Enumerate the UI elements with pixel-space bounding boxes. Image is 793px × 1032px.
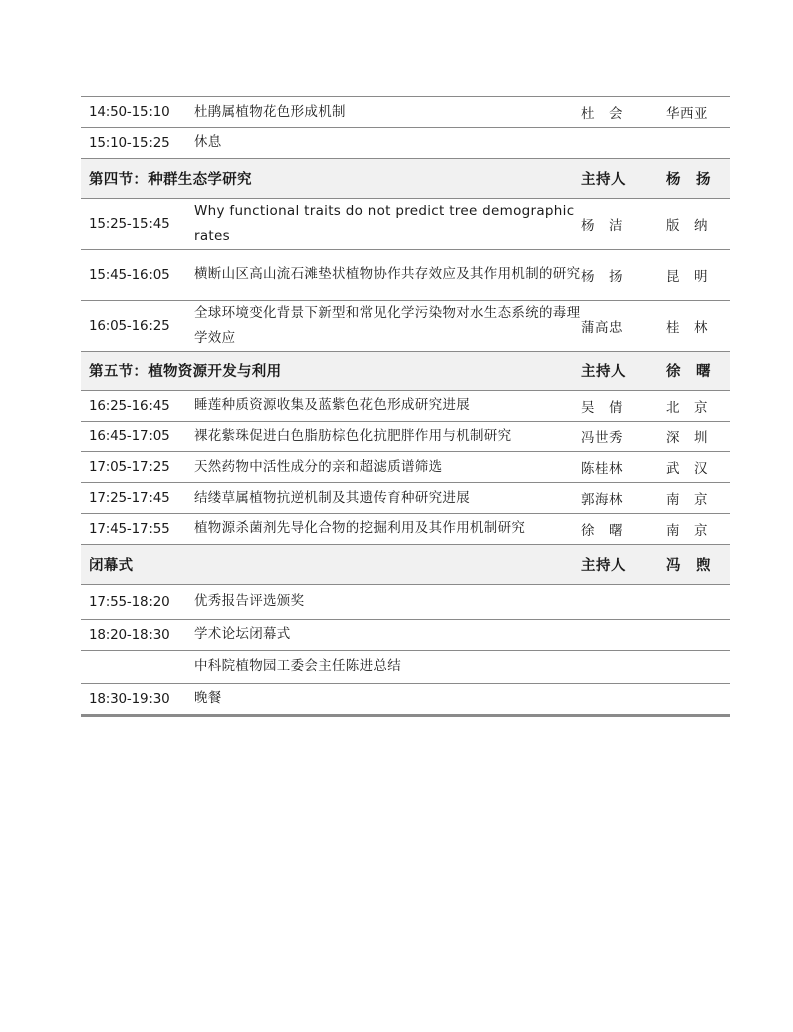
talk-title: 裸花紫珠促进白色脂肪棕色化抗肥胖作用与机制研究 bbox=[194, 427, 512, 444]
speaker-name: 杨 扬 bbox=[581, 268, 623, 285]
talk-title: 中科院植物园工委会主任陈进总结 bbox=[194, 658, 401, 674]
talk-title: 天然药物中活性成分的亲和超滤质谱筛选 bbox=[194, 458, 443, 475]
table-row bbox=[81, 301, 730, 352]
talk-title: 学术论坛闭幕式 bbox=[194, 626, 291, 642]
speaker-name: 冯世秀 bbox=[581, 430, 623, 447]
speaker-location: 武 汉 bbox=[666, 461, 708, 477]
speaker-name: 杨 洁 bbox=[581, 217, 623, 234]
time-cell: 16:05-16:25 bbox=[89, 317, 170, 334]
talk-title: 睡莲种质资源收集及蓝紫色花色形成研究进展 bbox=[194, 397, 470, 413]
speaker-location: 北 京 bbox=[666, 399, 708, 416]
speaker-location: 桂 林 bbox=[666, 319, 708, 336]
talk-title: 晚餐 bbox=[194, 690, 222, 707]
talk-title: 优秀报告评选颁奖 bbox=[194, 593, 305, 609]
table-row bbox=[81, 199, 730, 250]
speaker-location: 版 纳 bbox=[666, 217, 708, 234]
speaker-name: 杜 会 bbox=[581, 106, 623, 122]
host-name: 杨 扬 bbox=[666, 171, 711, 188]
section-header-row bbox=[81, 545, 730, 585]
table-row bbox=[81, 514, 730, 545]
section-header-row bbox=[81, 159, 730, 199]
schedule-table bbox=[81, 96, 730, 717]
time-cell: 17:55-18:20 bbox=[89, 593, 170, 610]
time-cell: 14:50-15:10 bbox=[89, 104, 170, 120]
table-row bbox=[81, 97, 730, 128]
time-cell: 15:25-15:45 bbox=[89, 215, 170, 232]
speaker-name: 徐 曙 bbox=[581, 522, 623, 539]
table-row bbox=[81, 452, 730, 483]
speaker-location: 深 圳 bbox=[666, 430, 708, 447]
time-cell: 18:30-19:30 bbox=[89, 690, 170, 707]
host-name: 冯 煦 bbox=[666, 557, 711, 574]
speaker-location: 华西亚 bbox=[666, 106, 708, 122]
time-cell: 15:45-16:05 bbox=[89, 266, 170, 283]
table-row bbox=[81, 483, 730, 514]
speaker-name: 吴 倩 bbox=[581, 399, 623, 416]
time-cell: 16:45-17:05 bbox=[89, 428, 170, 445]
talk-title: Why functional traits do not predict tree demographic rates bbox=[194, 202, 575, 244]
speaker-name: 蒲高忠 bbox=[581, 319, 623, 336]
time-cell: 18:20-18:30 bbox=[89, 626, 170, 643]
speaker-location: 昆 明 bbox=[666, 268, 708, 285]
section-title: 闭幕式 bbox=[89, 557, 134, 574]
table-row bbox=[81, 128, 730, 159]
section-header-row bbox=[81, 352, 730, 391]
time-cell: 15:10-15:25 bbox=[89, 134, 170, 151]
table-row bbox=[81, 585, 730, 620]
table-row bbox=[81, 250, 730, 301]
table-row bbox=[81, 651, 730, 684]
host-name: 徐 曙 bbox=[666, 364, 711, 380]
host-label: 主持人 bbox=[581, 171, 626, 188]
table-row bbox=[81, 422, 730, 453]
speaker-name: 陈桂林 bbox=[581, 461, 623, 477]
talk-title: 休息 bbox=[194, 134, 222, 151]
time-cell: 17:25-17:45 bbox=[89, 490, 170, 506]
time-cell: 17:05-17:25 bbox=[89, 459, 170, 475]
talk-title: 横断山区高山流石滩垫状植物协作共存效应及其作用机制的研究 bbox=[194, 266, 581, 282]
speaker-name: 郭海林 bbox=[581, 492, 623, 508]
host-label: 主持人 bbox=[581, 557, 626, 574]
table-row bbox=[81, 391, 730, 422]
speaker-location: 南 京 bbox=[666, 522, 708, 539]
speaker-location: 南 京 bbox=[666, 492, 708, 508]
time-cell: 17:45-17:55 bbox=[89, 520, 170, 537]
talk-title: 全球环境变化背景下新型和常见化学污染物对水生态系统的毒理学效应 bbox=[194, 304, 581, 346]
talk-title: 植物源杀菌剂先导化合物的挖掘利用及其作用机制研究 bbox=[194, 520, 526, 537]
talk-title: 结缕草属植物抗逆机制及其遗传育种研究进展 bbox=[194, 489, 470, 506]
table-row bbox=[81, 684, 730, 715]
talk-title: 杜鹃属植物花色形成机制 bbox=[194, 103, 346, 120]
host-label: 主持人 bbox=[581, 364, 626, 380]
section-title: 第五节：植物资源开发与利用 bbox=[89, 364, 282, 380]
table-row bbox=[81, 620, 730, 651]
section-title: 第四节：种群生态学研究 bbox=[89, 171, 252, 188]
time-cell: 16:25-16:45 bbox=[89, 397, 170, 414]
